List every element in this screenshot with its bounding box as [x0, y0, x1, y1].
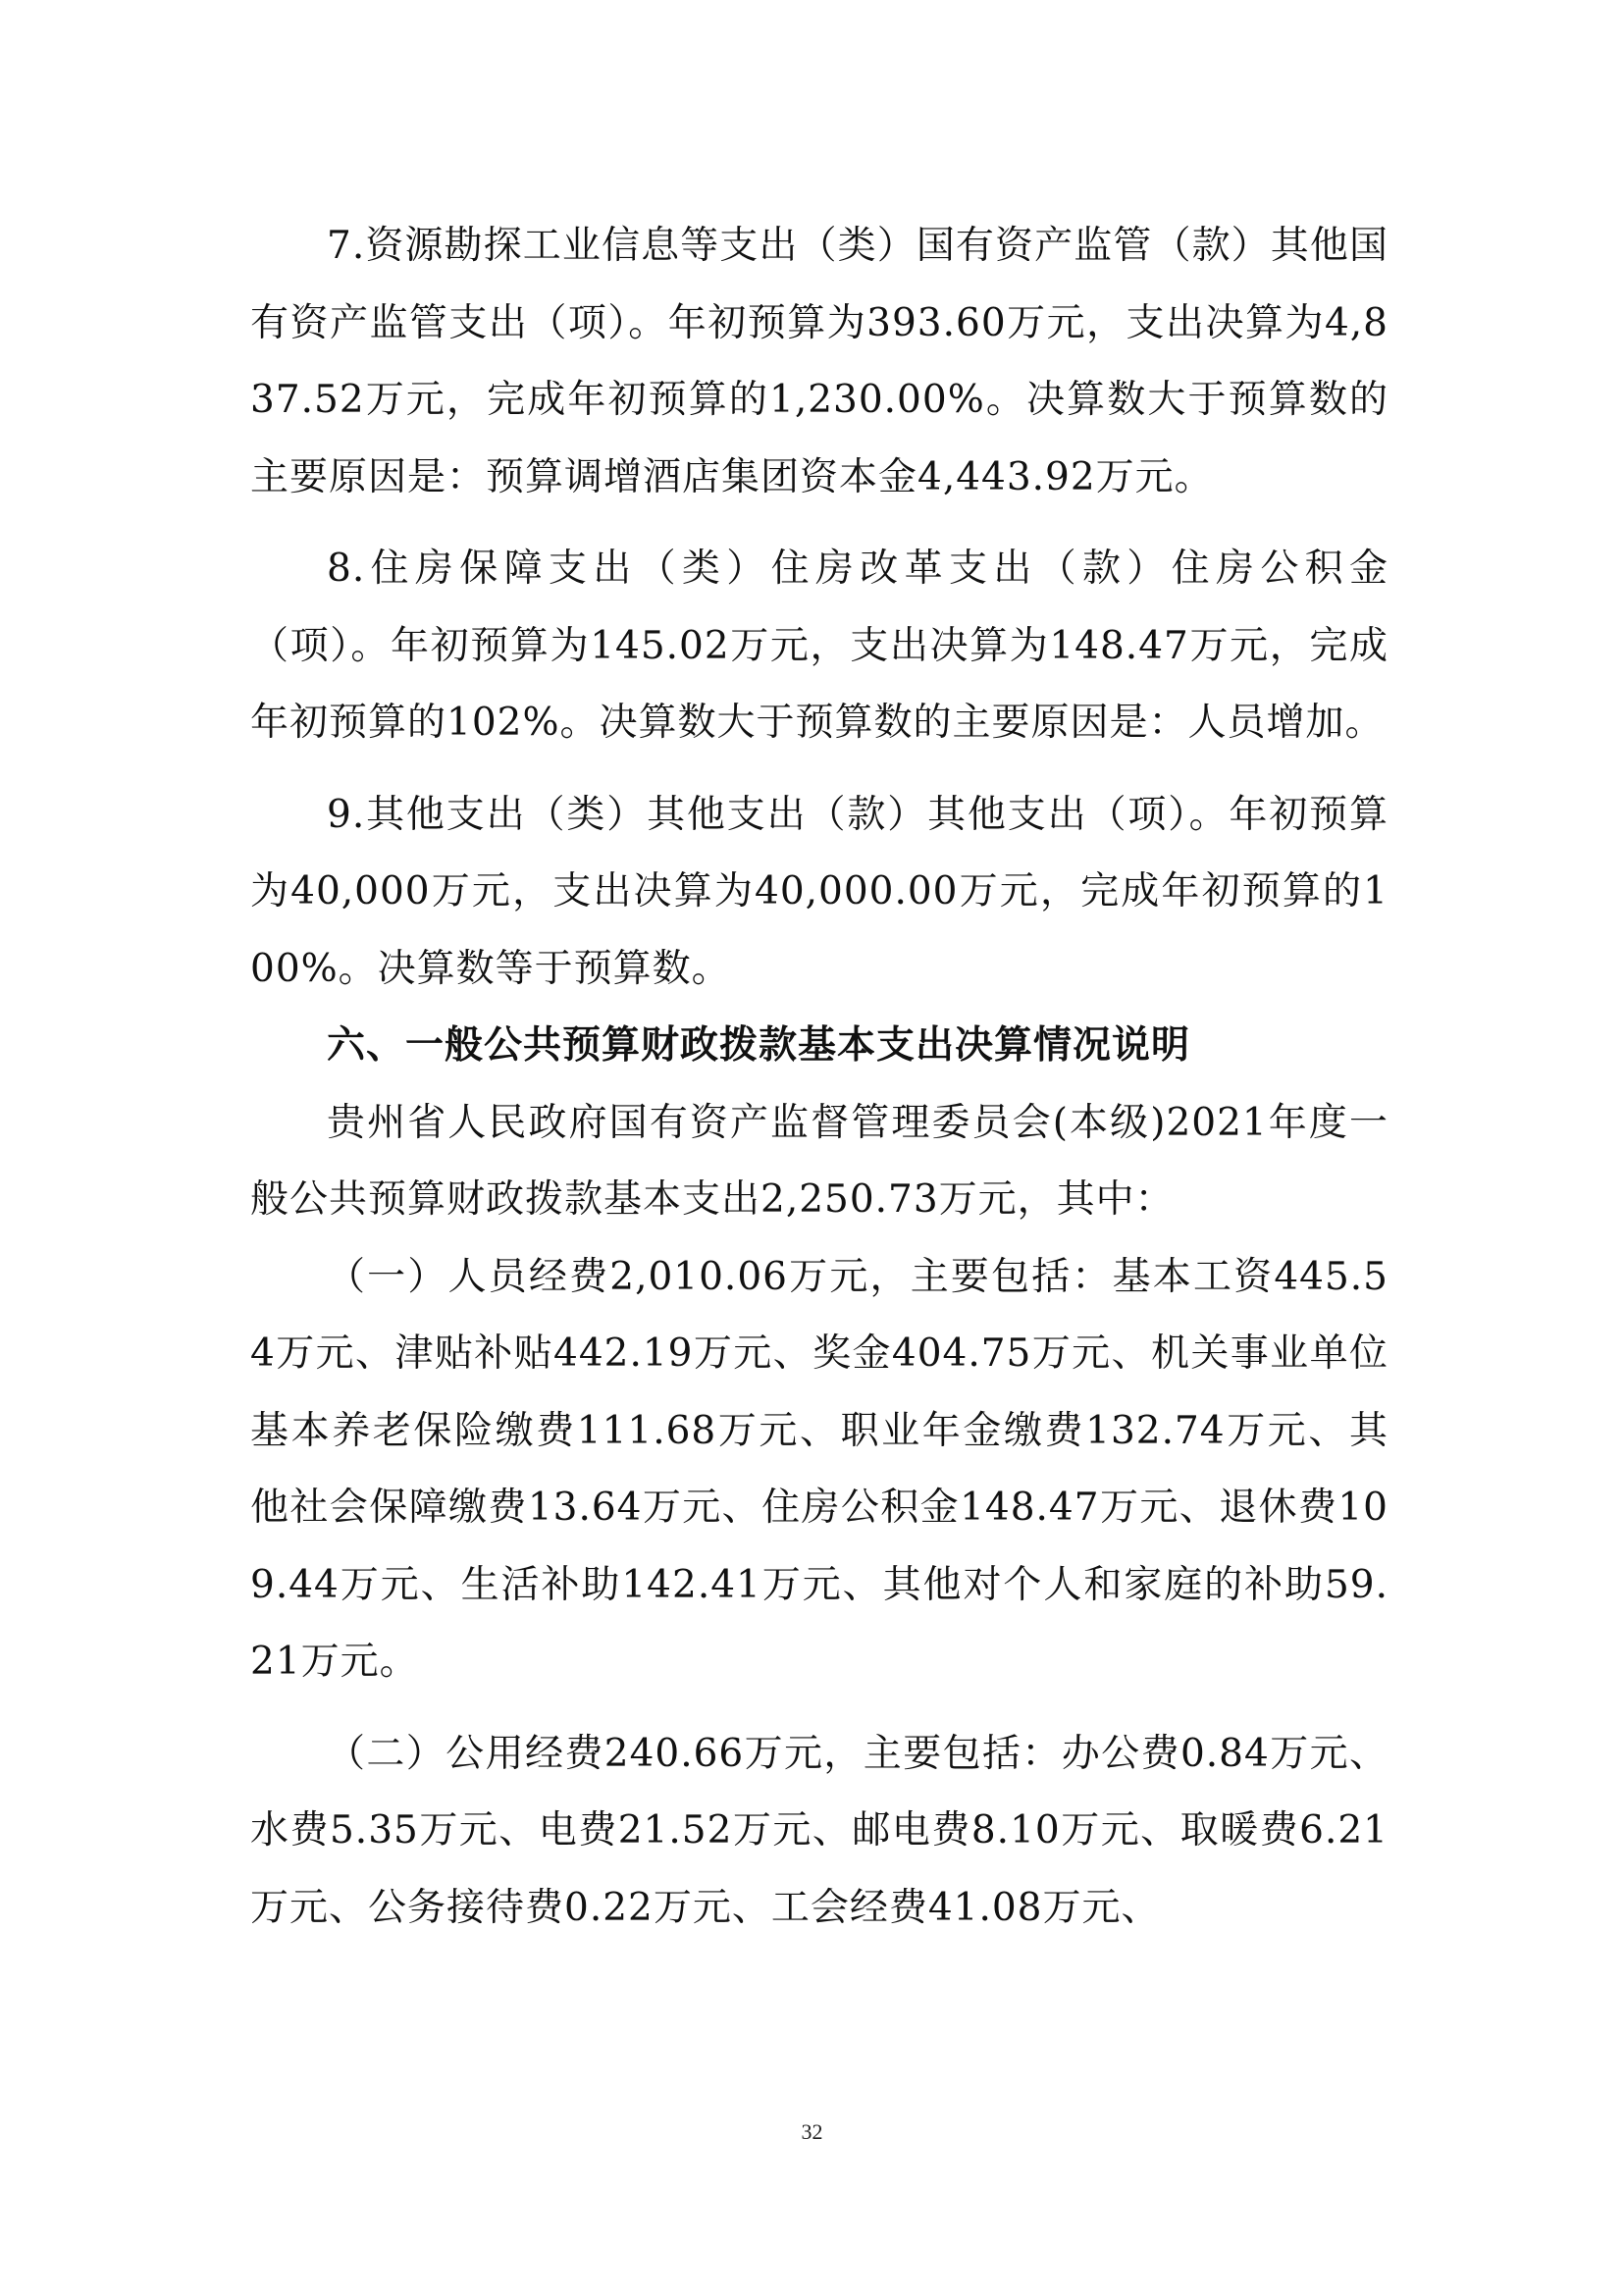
section-intro: 贵州省人民政府国有资产监督管理委员会(本级)2021年度一般公共预算财政拨款基本支出2,250.73万元，其中：	[250, 1100, 1388, 1222]
paragraph-public-expenses: （二）公用经费240.66万元，主要包括：办公费0.84万元、水费5.35万元、电费21.52万元、邮电费8.10万元、取暖费6.21万元、公务接待费0.22万元、工会经费41.08万元、	[250, 1731, 1388, 1930]
paragraph-personnel-expenses: （一）人员经费2,010.06万元，主要包括：基本工资445.54万元、津贴补贴442.19万元、奖金404.75万元、机关事业单位基本养老保险缴费111.68万元、职业年金缴费132.74万元、其他社会保障缴费13.64万元、住房公积金148.47万元、退休费109.44万元、生活补助142.41万元、其他对个人和家庭的补助59.21万元。	[250, 1254, 1388, 1684]
page-body	[250, 208, 1388, 1947]
paragraph-item-8: 8.住房保障支出（类）住房改革支出（款）住房公积金（项）。年初预算为145.02万元，支出决算为148.47万元，完成年初预算的102%。决算数大于预算数的主要原因是：人员增加。	[250, 547, 1388, 745]
paragraph-item-9: 9.其他支出（类）其他支出（款）其他支出（项）。年初预算为40,000万元，支出决算为40,000.00万元，完成年初预算的100%。决算数等于预算数。	[250, 792, 1388, 991]
page-number: 32	[801, 2119, 823, 2144]
section-heading: 六、一般公共预算财政拨款基本支出决算情况说明	[327, 1023, 1191, 1068]
paragraph-item-7: 7.资源勘探工业信息等支出（类）国有资产监管（款）其他国有资产监管支出（项）。年初预算为393.60万元，支出决算为4,837.52万元，完成年初预算的1,230.00%。决算数大于预算数的主要原因是：预算调增酒店集团资本金4,443.92万元。	[250, 224, 1388, 499]
